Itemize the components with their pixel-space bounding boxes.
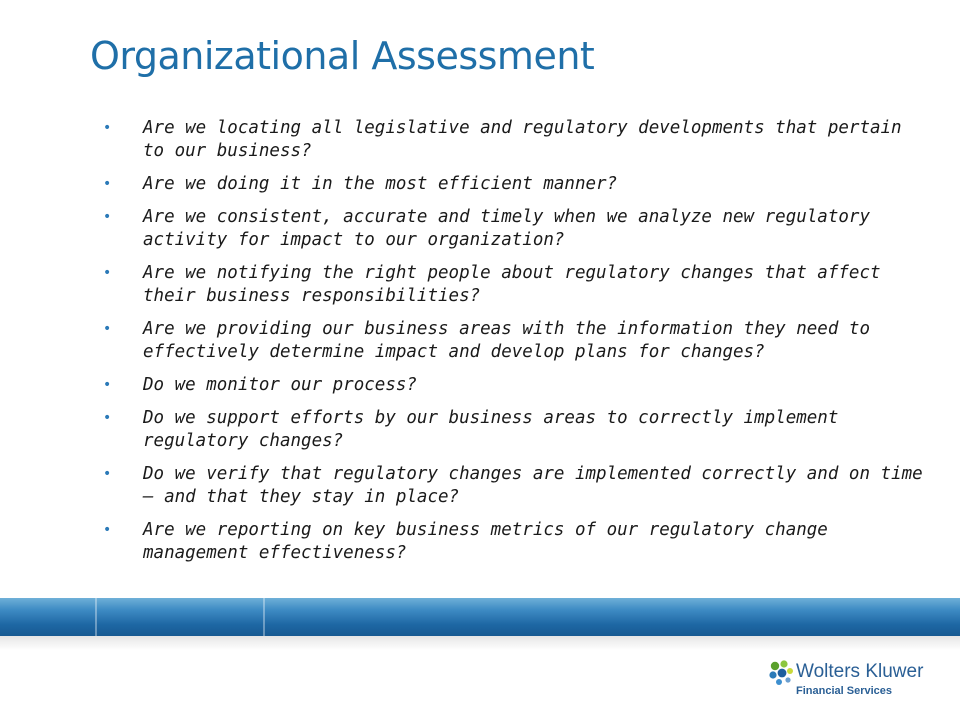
bullet-text: Do we support efforts by our business areas to correctly implement regulatory changes? [143, 408, 839, 451]
bullet-list [103, 117, 933, 575]
bullet-item [103, 262, 933, 308]
bullet-text: Are we consistent, accurate and timely when we analyze new regulatory activity for impact to our organization? [143, 207, 870, 250]
bullet-icon: • [103, 321, 112, 337]
slide-title: Organizational Assessment [90, 34, 595, 78]
bullet-icon: • [103, 209, 112, 225]
bullet-item [103, 519, 933, 565]
bullet-item [103, 173, 933, 196]
bullet-icon: • [103, 176, 112, 192]
bullet-item [103, 463, 933, 509]
bullet-text: Are we reporting on key business metrics of our regulatory change management effectiveness? [143, 520, 828, 563]
bullet-item [103, 206, 933, 252]
footer-band-shadow [0, 636, 960, 650]
bullet-icon: • [103, 522, 112, 538]
company-logo [766, 655, 936, 705]
bullet-text: Do we monitor our process? [143, 375, 417, 395]
bullet-item [103, 407, 933, 453]
bullet-icon: • [103, 377, 112, 393]
logo-subtitle: Financial Services [796, 685, 892, 697]
band-divider [95, 598, 97, 636]
bullet-item [103, 374, 933, 397]
bullet-icon: • [103, 466, 112, 482]
bullet-text: Are we locating all legislative and regulatory developments that pertain to our business? [143, 118, 902, 161]
footer-band [0, 598, 960, 636]
bullet-item [103, 117, 933, 163]
bullet-text: Do we verify that regulatory changes are implemented correctly and on time – and that they stay in place? [143, 464, 923, 507]
band-divider [263, 598, 265, 636]
bullet-icon: • [103, 120, 112, 136]
logo-wordmark: Wolters Kluwer [796, 661, 924, 682]
bullet-text: Are we doing it in the most efficient manner? [143, 174, 618, 194]
bullet-text: Are we providing our business areas with the information they need to effectively determine impact and develop plans for changes? [143, 319, 870, 362]
bullet-icon: • [103, 265, 112, 281]
bullet-text: Are we notifying the right people about regulatory changes that affect their business responsibilities? [143, 263, 881, 306]
wolters-kluwer-logo-icon [766, 657, 796, 687]
bullet-item [103, 318, 933, 364]
bullet-icon: • [103, 410, 112, 426]
